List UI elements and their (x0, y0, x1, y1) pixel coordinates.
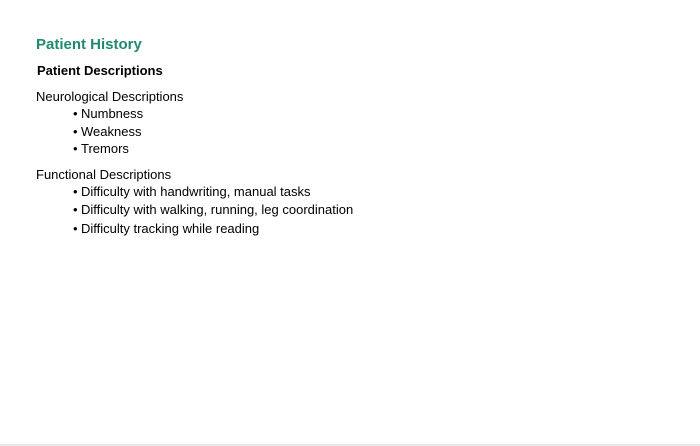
functional-list (36, 183, 353, 238)
neurological-heading: Neurological Descriptions (36, 89, 184, 104)
bullet-icon: • (73, 221, 78, 236)
list-item (73, 140, 183, 158)
list-item-text: Difficulty with walking, running, leg coordination (81, 201, 354, 217)
list-item (73, 183, 353, 201)
bullet-icon: • (73, 123, 78, 139)
list-item (73, 201, 353, 219)
functional-group (36, 166, 353, 238)
bullet-icon: • (73, 201, 78, 217)
list-item-text: Tremors (81, 141, 129, 156)
section-title: Patient History (36, 36, 142, 53)
list-item (73, 105, 183, 123)
list-item (73, 220, 353, 238)
list-item-text: Difficulty with handwriting, manual tasks (81, 184, 311, 199)
bullet-icon: • (73, 141, 78, 156)
neurological-list (36, 105, 183, 158)
list-item (73, 123, 183, 141)
bullet-icon: • (73, 106, 78, 121)
list-item-text: Weakness (81, 123, 142, 139)
neurological-group (36, 88, 183, 158)
list-item-text: Difficulty tracking while reading (81, 221, 260, 236)
list-item-text: Numbness (81, 106, 144, 121)
subsection-title: Patient Descriptions (37, 63, 163, 78)
bullet-icon: • (73, 184, 78, 199)
functional-heading: Functional Descriptions (36, 167, 172, 182)
